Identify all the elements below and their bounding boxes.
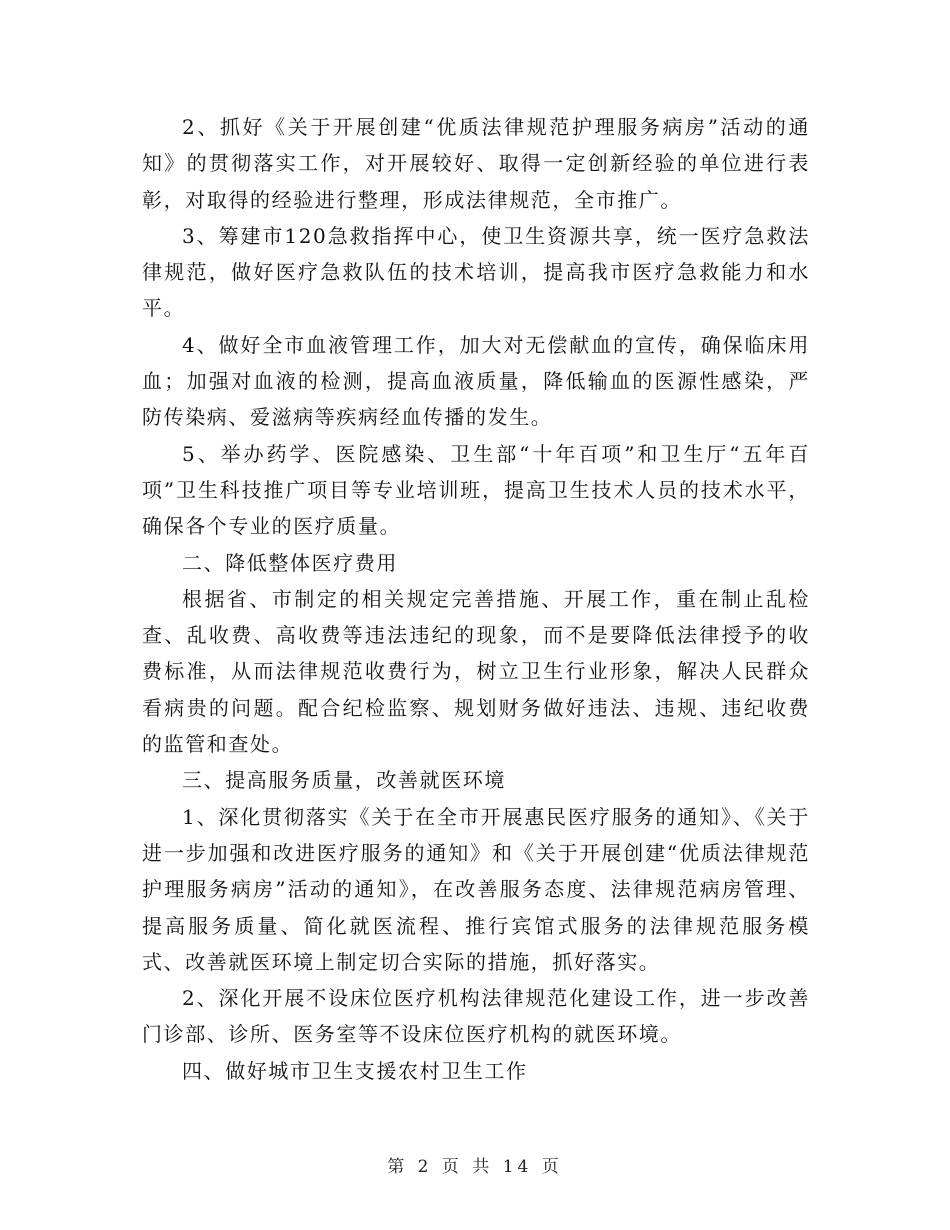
document-body <box>142 109 810 1089</box>
page-footer: 第 2 页 共 14 页 <box>387 1157 563 1177</box>
section-heading-4: 四、做好城市卫生支援农村卫生工作 <box>182 1058 528 1083</box>
section-heading-3: 三、提高服务质量，改善就医环境 <box>182 768 506 793</box>
paragraph-item-5: 5、举办药学、医院感染、卫生部“十年百项”和卫生厅“五年百项”卫生科技推广项目等专业培训班，提高卫生技术人员的技术水平，确保各个专业的医疗质量。 <box>142 441 810 539</box>
paragraph-item-4: 4、做好全市血液管理工作，加大对无偿献血的宣传，确保临床用血；加强对血液的检测，提高血液质量，降低输血的医源性感染，严防传染病、爱滋病等疾病经血传播的发生。 <box>142 332 810 430</box>
paragraph-service-2: 2、深化开展不设床位医疗机构法律规范化建设工作，进一步改善门诊部、诊所、医务室等不设床位医疗机构的就医环境。 <box>142 986 810 1047</box>
paragraph-service-1: 1、深化贯彻落实《关于在全市开展惠民医疗服务的通知》、《关于进一步加强和改进医疗服务的通知》和《关于开展创建“优质法律规范护理服务病房”活动的通知》，在改善服务态度、法律规范病房管理、提高服务质量、简化就医流程、推行宾馆式服务的法律规范服务模式、改善就医环境上制定切合实际的措施，抓好落实。 <box>142 804 810 974</box>
paragraph-cost-control: 根据省、市制定的相关规定完善措施、开展工作，重在制止乱检查、乱收费、高收费等违法违纪的现象，而不是要降低法律授予的收费标准，从而法律规范收费行为，树立卫生行业形象，解决人民群众看病贵的问题。配合纪检监察、规划财务做好违法、违规、违纪收费的监管和查处。 <box>142 586 810 757</box>
section-heading-2: 二、降低整体医疗费用 <box>182 550 398 575</box>
paragraph-item-3: 3、筹建市120急救指挥中心，使卫生资源共享，统一医疗急救法律规范，做好医疗急救队伍的技术培训，提高我市医疗急救能力和水平。 <box>142 223 810 321</box>
paragraph-item-2: 2、抓好《关于开展创建“优质法律规范护理服务病房”活动的通知》的贯彻落实工作，对开展较好、取得一定创新经验的单位进行表彰，对取得的经验进行整理，形成法律规范，全市推广。 <box>142 115 810 212</box>
